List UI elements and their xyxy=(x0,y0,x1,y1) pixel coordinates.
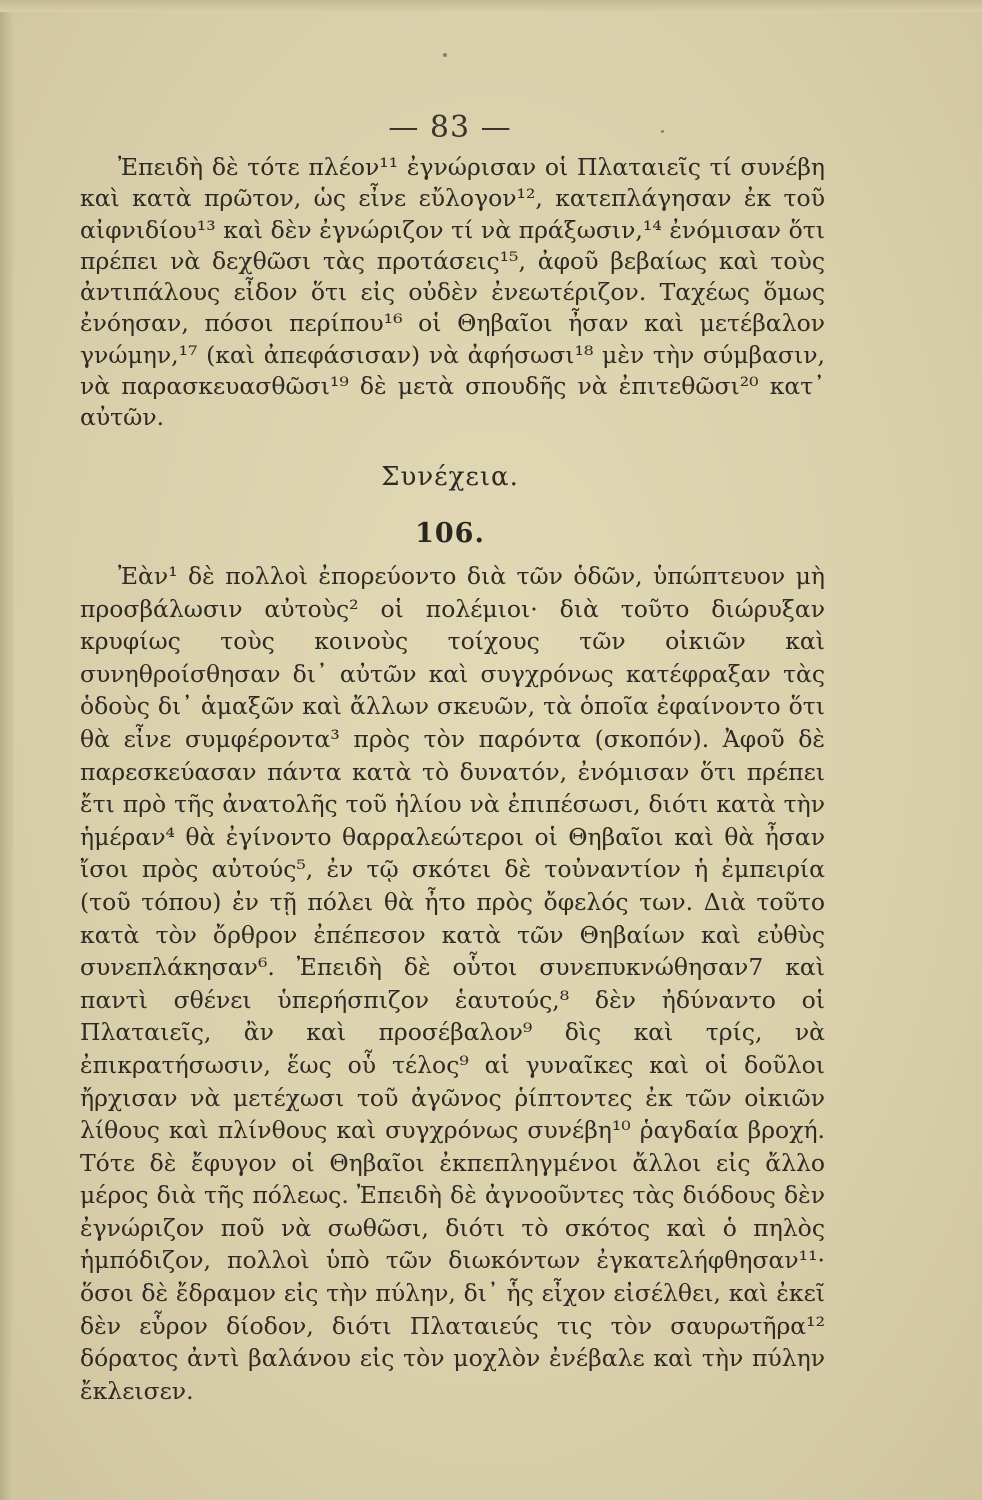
paragraph-1 xyxy=(80,152,825,434)
paragraph-2 xyxy=(80,560,825,1407)
continuation-heading: Συνέχεια. xyxy=(381,462,519,492)
page-binding-edge xyxy=(0,0,14,1500)
page-top-edge xyxy=(0,0,982,12)
paragraph-2-text: Ἐὰν¹ δὲ πολλοὶ ἐπορεύοντο διὰ τῶν ὁδῶν, ὑπώπτευον μὴ προσβάλωσιν αὐτοὺς² οἱ πολέμιοι· διὰ τοῦτο διώρυξαν κρυφίως τοὺς κοινοὺς τοίχους τῶν οἰκιῶν καὶ συνηθροίσθησαν δι᾽ αὐτῶν καὶ συγχρόνως κατέφραξαν τὰς ὁδοὺς δι᾽ ἁμαξῶν καὶ ἄλλων σκευῶν, τὰ ὁποῖα ἐφαίνοντο ὅτι θὰ εἶνε συμφέροντα³ πρὸς τὸν παρόντα (σκοπόν). Ἀφοῦ δὲ παρεσκεύασαν πάντα κατὰ τὸ δυνατόν, ἐνόμισαν ὅτι πρέπει ἔτι πρὸ τῆς ἀνατολῆς τοῦ ἡλίου νὰ ἐπιπέσωσι, διότι κατὰ τὴν ἡμέραν⁴ θὰ ἐγίνοντο θαρραλεώτεροι οἱ Θηβαῖοι καὶ θὰ ἦσαν ἴσοι πρὸς αὐτούς⁵, ἐν τῷ σκότει δὲ τοὐναντίον ἡ ἐμπειρία (τοῦ τόπου) ἐν τῇ πόλει θὰ ἦτο πρὸς ὄφελός των. Διὰ τοῦτο κατὰ τὸν ὄρθρον ἐπέπεσον κατὰ τῶν Θηβαίων καὶ εὐθὺς συνεπλάκησαν⁶. Ἐπειδὴ δὲ οὗτοι συνεπυκνώθησαν7 καὶ παντὶ σθένει ὑπερήσπιζον ἑαυτούς,⁸ δὲν ἠδύναντο οἱ Πλαταιεῖς, ἂν καὶ προσέβαλον⁹ δὶς καὶ τρίς, νὰ ἐπικρατήσωσιν, ἕως οὗ τέλος⁹ αἱ γυναῖκες καὶ οἱ δοῦλοι ἤρχισαν νὰ μετέχωσι τοῦ ἀγῶνος ῥίπτοντες ἐκ τῶν οἰκιῶν λίθους καὶ πλίνθους καὶ συγχρόνως συνέβη¹⁰ ῥαγδαία βροχή. Τότε δὲ ἔφυγον οἱ Θηβαῖοι ἐκπεπληγμένοι ἄλλοι εἰς ἄλλο μέρος διὰ τῆς πόλεως. Ἐπειδὴ δὲ ἀγνοοῦντες τὰς διόδους δὲν ἐγνώριζον ποῦ νὰ σωθῶσι, διότι τὸ σκότος καὶ ὁ πηλὸς ἡμπόδιζον, πολλοὶ ὑπὸ τῶν διωκόντων ἐγκατελήφθησαν¹¹· ὅσοι δὲ ἔδραμον εἰς τὴν πύλην, δι᾽ ἧς εἶχον εἰσέλθει, καὶ ἐκεῖ δὲν εὗρον δίοδον, διότι Πλαταιεύς τις τὸν σαυρωτῆρα¹² δόρατος ἀντὶ βαλάνου εἰς τὸν μοχλὸν ἐνέβαλε καὶ τὴν πύλην ἔκλεισεν. xyxy=(80,562,825,1405)
paper-speck xyxy=(661,130,664,133)
page-number: — 83 — xyxy=(388,110,512,145)
paper-speck xyxy=(443,53,447,57)
paragraph-1-text: Ἐπειδὴ δὲ τότε πλέον¹¹ ἐγνώρισαν οἱ Πλαταιεῖς τί συνέβη καὶ κατὰ πρῶτον, ὡς εἶνε εὔλογον¹², κατεπλάγησαν ἐκ τοῦ αἰφνιδίου¹³ καὶ δὲν ἐγνώριζον τί νὰ πράξωσιν,¹⁴ ἐνόμισαν ὅτι πρέπει νὰ δεχθῶσι τὰς προτάσεις¹⁵, ἀφοῦ βεβαίως καὶ τοὺς ἀντιπάλους εἶδον ὅτι εἰς οὐδὲν ἐνεωτέριζον. Ταχέως ὅμως ἐνόησαν, πόσοι περίπου¹⁶ οἱ Θηβαῖοι ἦσαν καὶ μετέβαλον γνώμην,¹⁷ (καὶ ἀπεφάσισαν) νὰ ἀφήσωσι¹⁸ μὲν τὴν σύμβασιν, νὰ παρασκευασθῶσι¹⁹ δὲ μετὰ σπουδῆς νὰ ἐπιτεθῶσι²⁰ κατ᾽ αὐτῶν. xyxy=(80,153,825,432)
section-number: 106. xyxy=(415,518,485,549)
